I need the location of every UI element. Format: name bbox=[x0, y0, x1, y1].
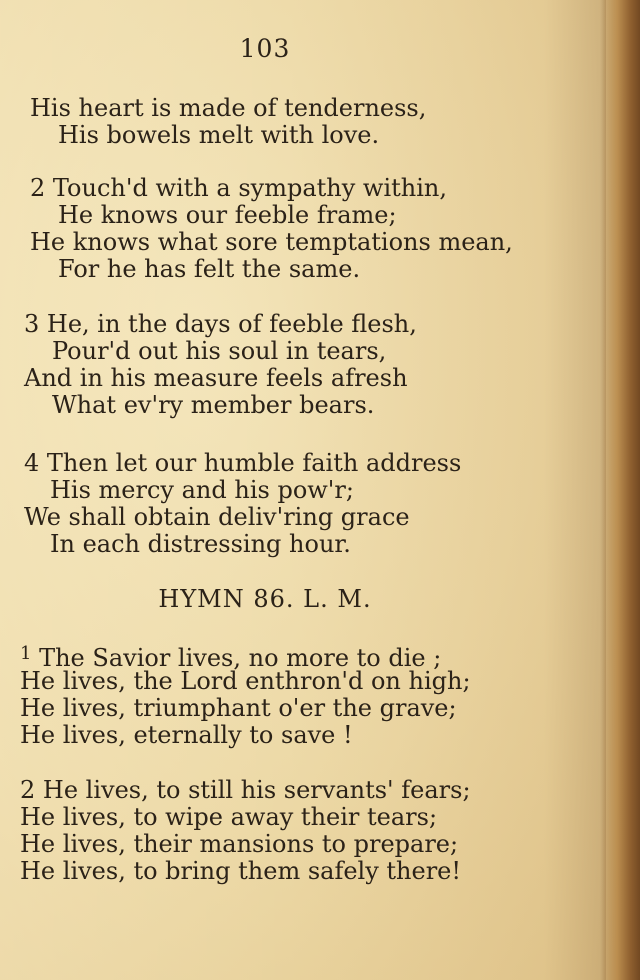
hymn-heading: HYMN 86. L. M. bbox=[158, 585, 372, 613]
stanza-line: For he has felt the same. bbox=[58, 255, 361, 283]
stanza-line: What ev'ry member bears. bbox=[52, 391, 375, 419]
stanza-line: His mercy and his pow'r; bbox=[50, 476, 354, 504]
stanza-line: In each distressing hour. bbox=[50, 530, 351, 558]
hymn-line: He lives, to wipe away their tears; bbox=[20, 803, 438, 831]
hymn-line: 2 He lives, to still his servants' fears; bbox=[20, 776, 471, 804]
stanza-line: 2 Touch'd with a sympathy within, bbox=[30, 174, 447, 202]
stanza-line: 4 Then let our humble faith address bbox=[24, 449, 462, 477]
stanza-line: His bowels melt with love. bbox=[58, 121, 380, 149]
hymn-line-text: The Savior lives, no more to die ; bbox=[39, 644, 442, 672]
hymn-line: He lives, to bring them safely there! bbox=[20, 857, 462, 885]
page-number: 103 bbox=[239, 34, 291, 63]
verse-number: 1 bbox=[20, 643, 32, 664]
hymn-line: He lives, eternally to save ! bbox=[20, 721, 353, 749]
stanza-line: Pour'd out his soul in tears, bbox=[52, 337, 387, 365]
stanza-line: And in his measure feels afresh bbox=[24, 364, 408, 392]
page-edge bbox=[602, 0, 640, 980]
stanza-line: He knows our feeble frame; bbox=[58, 201, 397, 229]
stanza-line: We shall obtain deliv'ring grace bbox=[24, 503, 410, 531]
hymn-line: He lives, their mansions to prepare; bbox=[20, 830, 459, 858]
hymn-line: He lives, the Lord enthron'd on high; bbox=[20, 667, 471, 695]
stanza-line: He knows what sore temptations mean, bbox=[30, 228, 513, 256]
stanza-line: His heart is made of tenderness, bbox=[30, 94, 427, 122]
hymn-line: He lives, triumphant o'er the grave; bbox=[20, 694, 457, 722]
stanza-line: 3 He, in the days of feeble flesh, bbox=[24, 310, 417, 338]
